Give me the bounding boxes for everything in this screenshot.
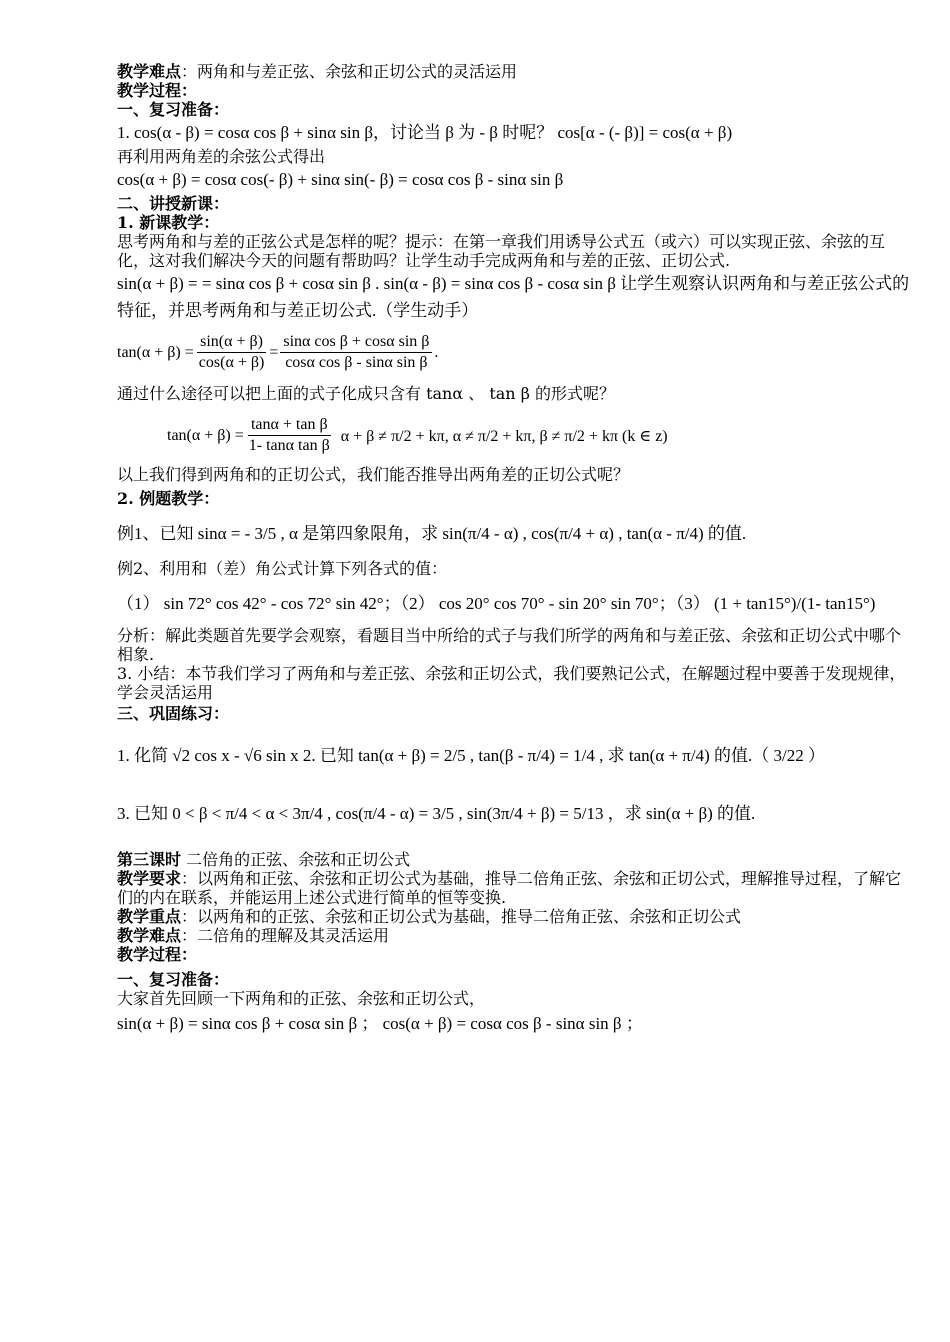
summary: 3. 小结：本节我们学习了两角和与差正弦、余弦和正切公式，我们要熟记公式，在解题过程中要善于发现规律，学会灵活运用 <box>117 664 906 702</box>
formula-line-2: cos(α + β) = cosα cos(- β) + sinα sin(- β) = cosα cos β - sinα sin β <box>117 170 564 189</box>
review-text: 大家首先回顾一下两角和的正弦、余弦和正切公式， <box>117 989 486 1008</box>
formula-last: sin(α + β) = sinα cos β + cosα sin β ； cos(α + β) = cosα cos β - sinα sin β ； <box>117 1014 643 1033</box>
lesson3-heading: 第三课时 二倍角的正弦、余弦和正切公式 <box>117 850 411 869</box>
teaching-process-heading: 教学过程： <box>117 81 198 100</box>
question-line: 通过什么途径可以把上面的式子化成只含有 tanα 、 tan β 的形式呢？ <box>117 384 616 403</box>
teaching-requirements: 教学要求：以两角和正弦、余弦和正切公式为基础，推导二倍角正弦、余弦和正切公式，理解推导过程，了解它们的内在联系，并能运用上述公式进行简单的恒等变换. <box>117 869 902 907</box>
teaching-difficulty: 教学难点：二倍角的理解及其灵活运用 <box>117 926 390 945</box>
examples-heading: 2. 例题教学： <box>117 489 220 508</box>
sine-formulas: sin(α + β) = = sinα cos β + cosα sin β . sin(α - β) = sinα cos β - cosα sin β 让学生观察认识两角和与差正弦公式的特征，并思考两角和与差正切公式.（学生动手） <box>117 274 910 320</box>
new-lesson-heading: 二、讲授新课： <box>117 194 230 213</box>
paragraph: 思考两角和与差的正弦公式是怎样的呢？提示：在第一章我们用诱导公式五（或六）可以实现正弦、余弦的互化，这对我们解决今天的问题有帮助吗？让学生动手完成两角和与差的正弦、正切公式. <box>117 232 886 270</box>
analysis: 分析：解此类题首先要学会观察，看题目当中所给的式子与我们所学的两角和与差正弦、余弦和正切公式中哪个相象. <box>117 626 902 664</box>
teaching-difficulty-line: 教学难点：两角和与差正弦、余弦和正切公式的灵活运用 <box>117 62 518 81</box>
review-heading: 一、复习准备： <box>117 100 230 119</box>
teaching-process: 教学过程： <box>117 945 198 964</box>
tan-sum-formula: tan(α + β) = $\frac{\text{tanα + tan β}}{\text{1- tanα tan β}}$ α + β ≠ π/2 + kπ, α ≠ π/2 + kπ, β ≠ π/2 + kπ (k ∈ z) <box>167 416 668 454</box>
text-line: 以上我们得到两角和的正切公式，我们能否推导出两角差的正切公式呢？ <box>117 465 630 484</box>
example-2: 例2、利用和（差）角公式计算下列各式的值： <box>117 559 448 578</box>
practice-3: 3. 已知 0 < β < π/4 < α < 3π/4 , cos(π/4 - α) = 3/5 , sin(3π/4 + β) = 5/13 ，求 sin(α + β) 的值. <box>117 804 756 823</box>
text-line: 再利用两角差的余弦公式得出 <box>117 147 326 166</box>
example-2-items: （1） sin 72° cos 42° - cos 72° sin 42°；（2） cos 20° cos 70° - sin 20° sin 70°；（3） (1 + tan15°)/(1- tan15°) <box>117 594 876 613</box>
practice-1-2: 1. 化简 √2 cos x - √6 sin x 2. 已知 tan(α + β) = 2/5 , tan(β - π/4) = 1/4 , 求 tan(α + π/4) 的值.（ 3/22 ） <box>117 746 825 765</box>
subheading: 1. 新课教学： <box>117 213 220 232</box>
label: 教学难点 <box>117 62 182 81</box>
document-page <box>117 62 912 1040</box>
teaching-key-points: 教学重点：以两角和的正弦、余弦和正切公式为基础，推导二倍角正弦、余弦和正切公式 <box>117 907 742 926</box>
tan-formula-derivation: tan(α + β) = $\frac{\sin(\alpha + \beta)}{\cos(\alpha + \beta)}$ = $\frac{\text{sinα cos β + cosα sin β}}{\text{cosα cos β - sinα sin β}}$ . <box>117 333 439 371</box>
formula-line-1: 1. cos(α - β) = cosα cos β + sinα sin β，讨论当 β 为 - β 时呢？ cos[α - (- β)] = cos(α + β) <box>117 123 733 142</box>
practice-heading: 三、巩固练习： <box>117 704 230 723</box>
review-heading-2: 一、复习准备： <box>117 970 230 989</box>
example-1: 例1、已知 sinα = - 3/5 , α 是第四象限角，求 sin(π/4 - α) , cos(π/4 + α) , tan(α - π/4) 的值. <box>117 524 747 543</box>
